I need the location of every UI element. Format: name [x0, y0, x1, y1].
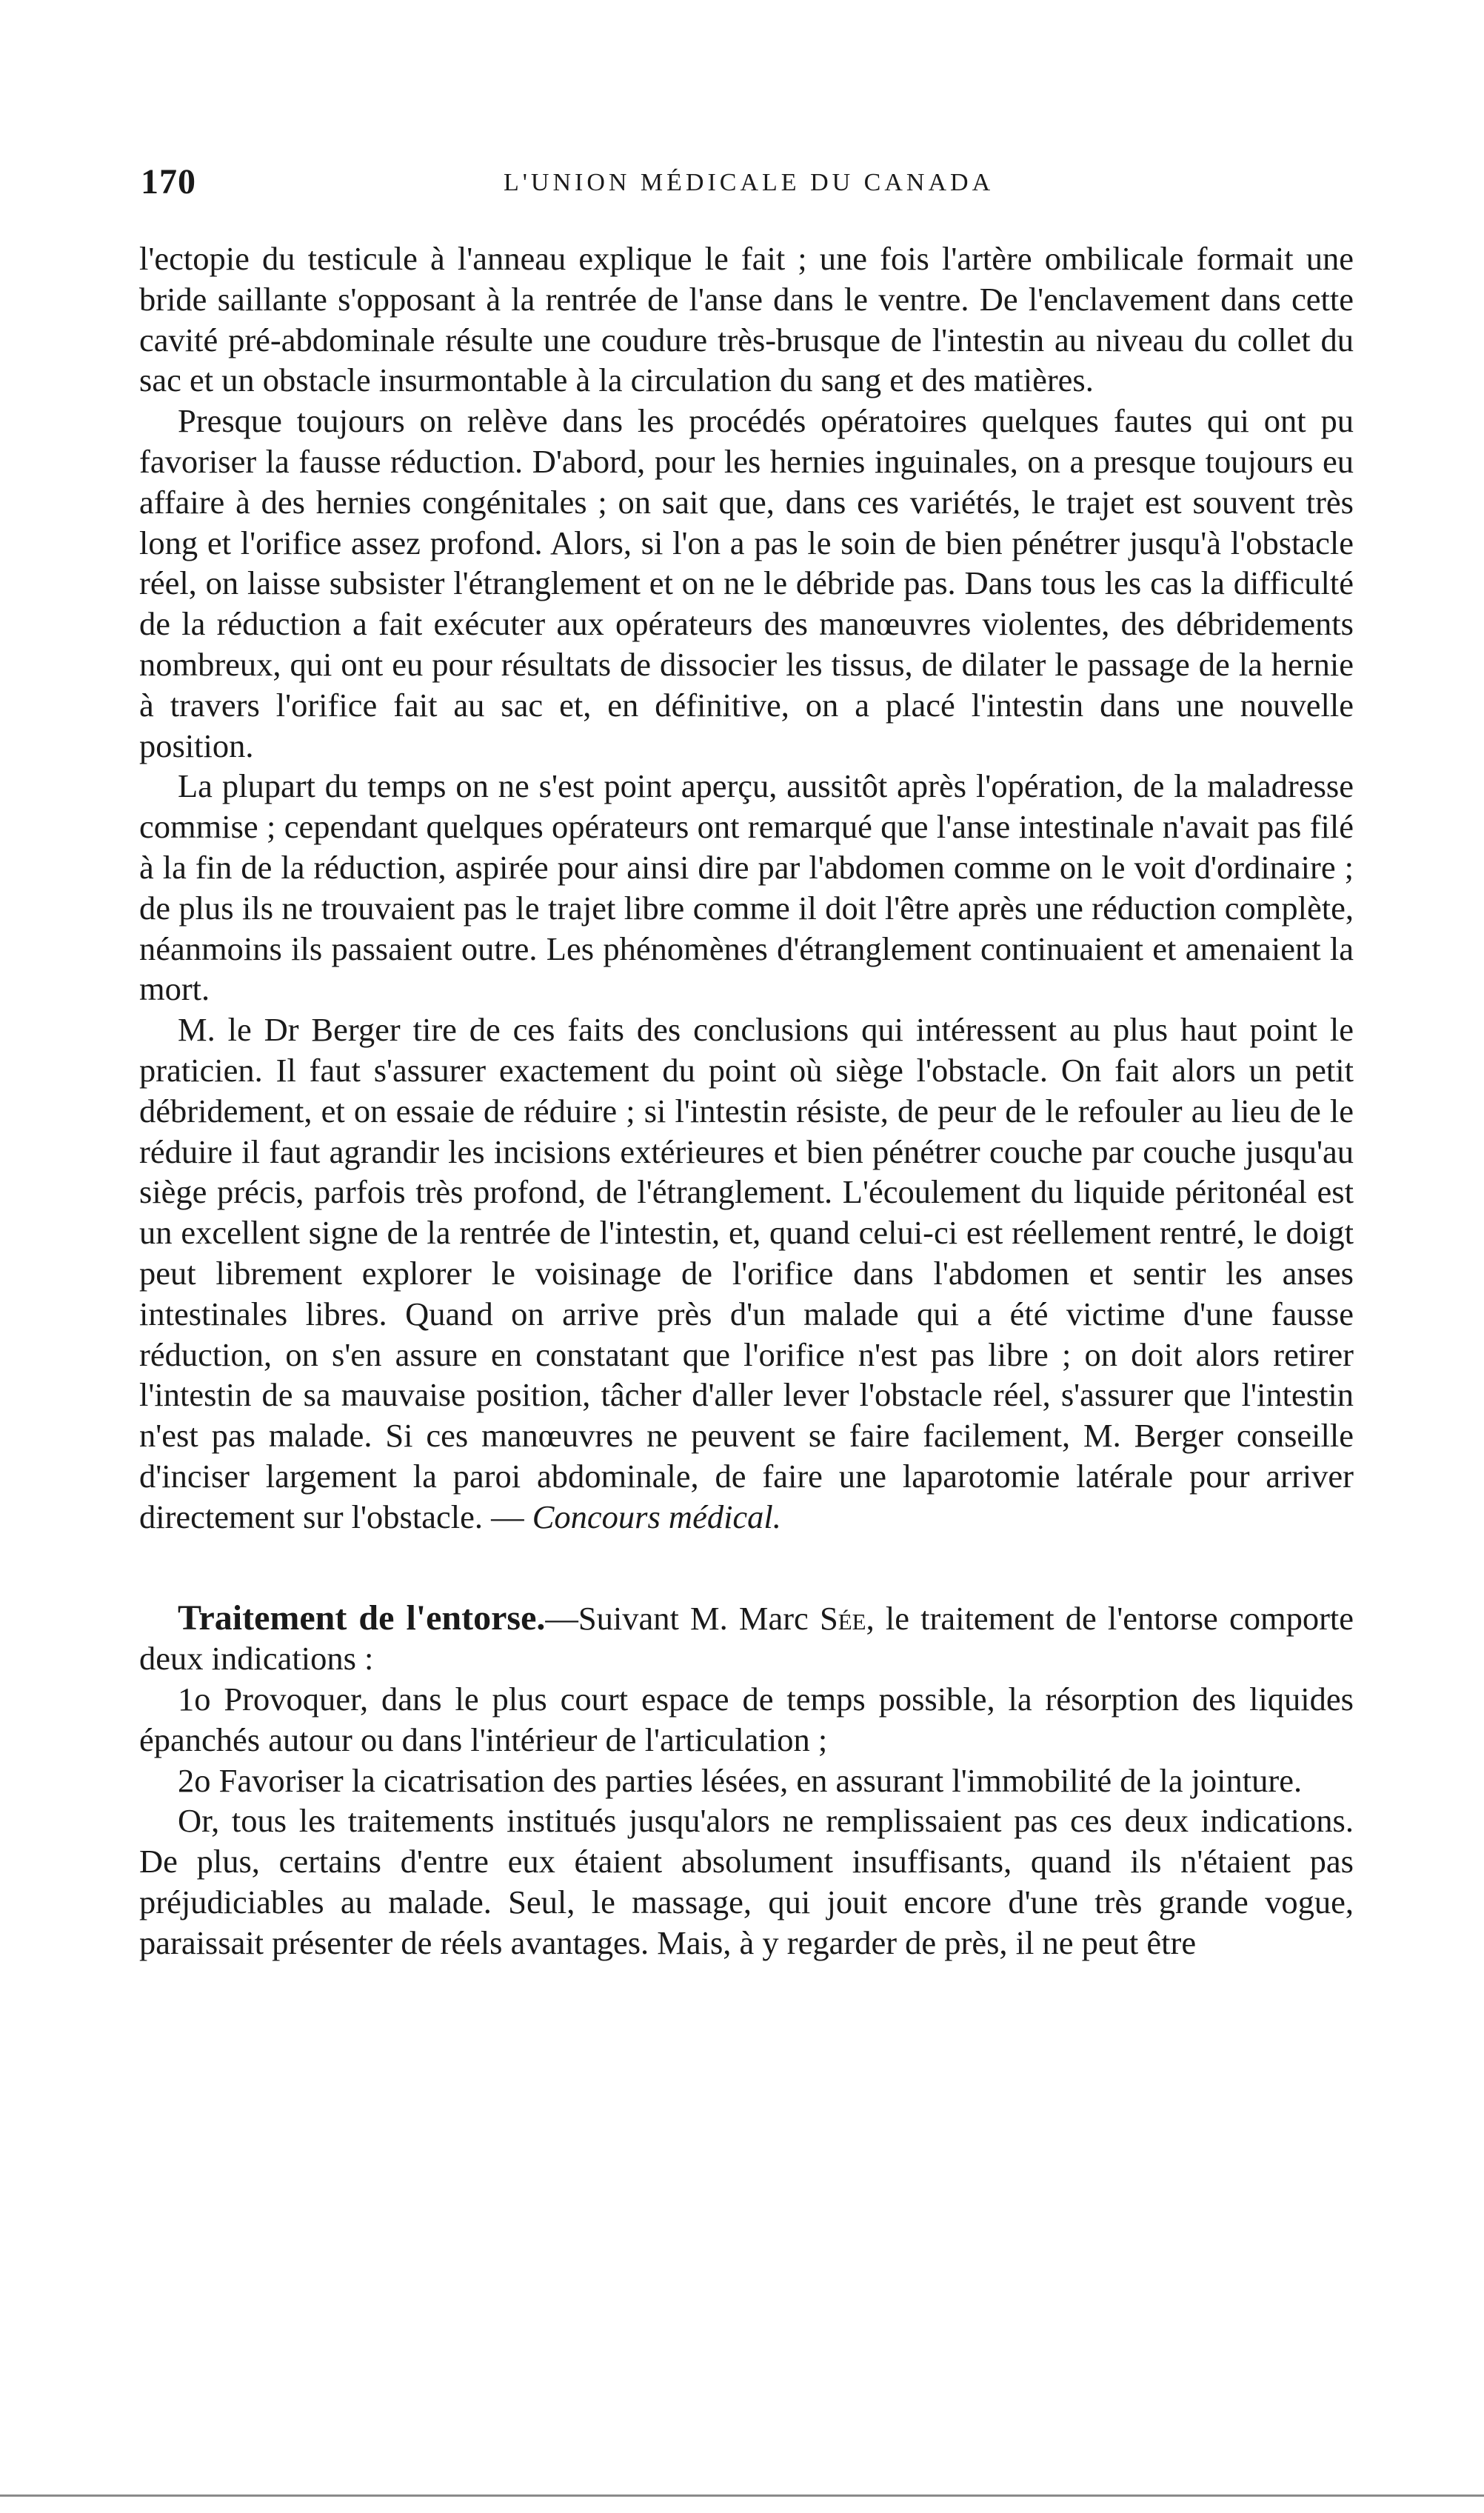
paragraph-entorse-intro [139, 1598, 1354, 1680]
scan-bottom-edge [0, 2494, 1484, 2497]
paragraph-maladresse: La plupart du temps on ne s'est point aperçu, aussitôt après l'opération, de la maladresse commise ; cependant quelques opérateurs ont remarqué que l'anse intestinale n'avait pas filé à la fin de la réduction, aspirée pour ainsi dire par l'abdomen comme on le voit d'ordinaire ; de plus ils ne trouvaient pas le trajet libre comme il doit l'être après une réduction complète, néanmoins ils passaient outre. Les phénomènes d'étranglement continuaient et amenaient la mort. [139, 767, 1354, 1008]
paragraph-ectopie: l'ectopie du testicule à l'anneau explique le fait ; une fois l'artère ombilicale formait une bride saillante s'opposant à la rentrée de l'anse dans le ventre. De l'enclavement dans cette cavité pré-abdominale résulte une coudure très-brusque de l'intestin au niveau du collet du sac et un obstacle insurmontable à la circulation du sang et des matières. [139, 240, 1354, 399]
journal-title: L'UNION MÉDICALE DU CANADA [504, 169, 995, 196]
indication-1: 1o Provoquer, dans le plus court espace de temps possible, la résorption des liquides épanchés autour ou dans l'intérieur de l'articulation ; [139, 1681, 1354, 1758]
berger-text: M. le Dr Berger tire de ces faits des conclusions qui intéressent au plus haut point le praticien. Il faut s'assurer exactement du point où siège l'obstacle. On fait alors un petit débridement, et on essaie de réduire ; si l'intestin résiste, de peur de le refouler au lieu de le réduire il faut agrandir les incisions extérieures et bien pénétrer couche par couche jusqu'au siège précis, parfois très profond, de l'étranglement. L'écoulement du liquide péritonéal est un excellent signe de la rentrée de l'intestin, et, quand celui-ci est réellement rentré, le doigt peut librement explorer le voisinage de l'orifice dans l'abdomen et sentir les anses intestinales libres. Quand on arrive près d'un malade qui a été victime d'une fausse réduction, on s'en assure en constatant que l'orifice n'est pas libre ; on doit alors retirer l'intestin de sa mauvaise position, tâcher d'aller lever l'obstacle réel, s'assurer que l'intestin n'est pas malade. Si ces manœuvres ne peuvent se faire facilement, M. Berger conseille d'inciser largement la paroi abdominale, de faire une laparotomie latérale pour arriver directement sur l'obstacle. — [139, 1011, 1354, 1535]
intro-suffix: , le traitement de l'entorse comporte deux indications : [139, 1599, 1354, 1678]
section-title: Traitement de l'entorse. [178, 1598, 546, 1638]
paragraph-fautes: Presque toujours on relève dans les procédés opératoires quelques fautes qui ont pu favoriser la fausse réduction. D'abord, pour les hernies inguinales, on a presque toujours eu affaire à des hernies congénitales ; on sait que, dans ces variétés, le trajet est souvent très long et l'orifice assez profond. Alors, si l'on a pas le soin de bien pénétrer jusqu'à l'obstacle réel, on laisse subsister l'étranglement et on ne le débride pas. Dans tous les cas la difficulté de la réduction a fait exécuter aux opérateurs des manœuvres violentes, des débridements nombreux, qui ont eu pour résultats de dissocier les tissus, de dilater le passage de la hernie à travers l'orifice fait au sac et, en définitive, on a placé l'intestin dans une nouvelle position. [139, 402, 1354, 764]
paragraph-berger [139, 1009, 1354, 1537]
paragraph-traitements: Or, tous les traitements institués jusqu'alors ne remplissaient pas ces deux indications. De plus, certains d'entre eux étaient absolument insuffisants, quand ils n'étaient pas préjudiciables au malade. Seul, le massage, qui jouit encore d'une très grande vogue, paraissait présenter de réels avantages. Mais, à y regarder de près, il ne peut être [139, 1802, 1354, 1961]
running-head [141, 161, 1370, 206]
indication-2: 2o Favoriser la cicatrisation des parties lésées, en assurant l'immobilité de la jointure. [178, 1761, 1303, 1799]
intro-prefix: —Suivant M. Marc [545, 1599, 820, 1637]
author-name: Sée [819, 1599, 866, 1637]
source-citation: Concours médical. [532, 1498, 781, 1535]
page-number: 170 [141, 162, 196, 201]
body-text [139, 238, 1354, 1963]
